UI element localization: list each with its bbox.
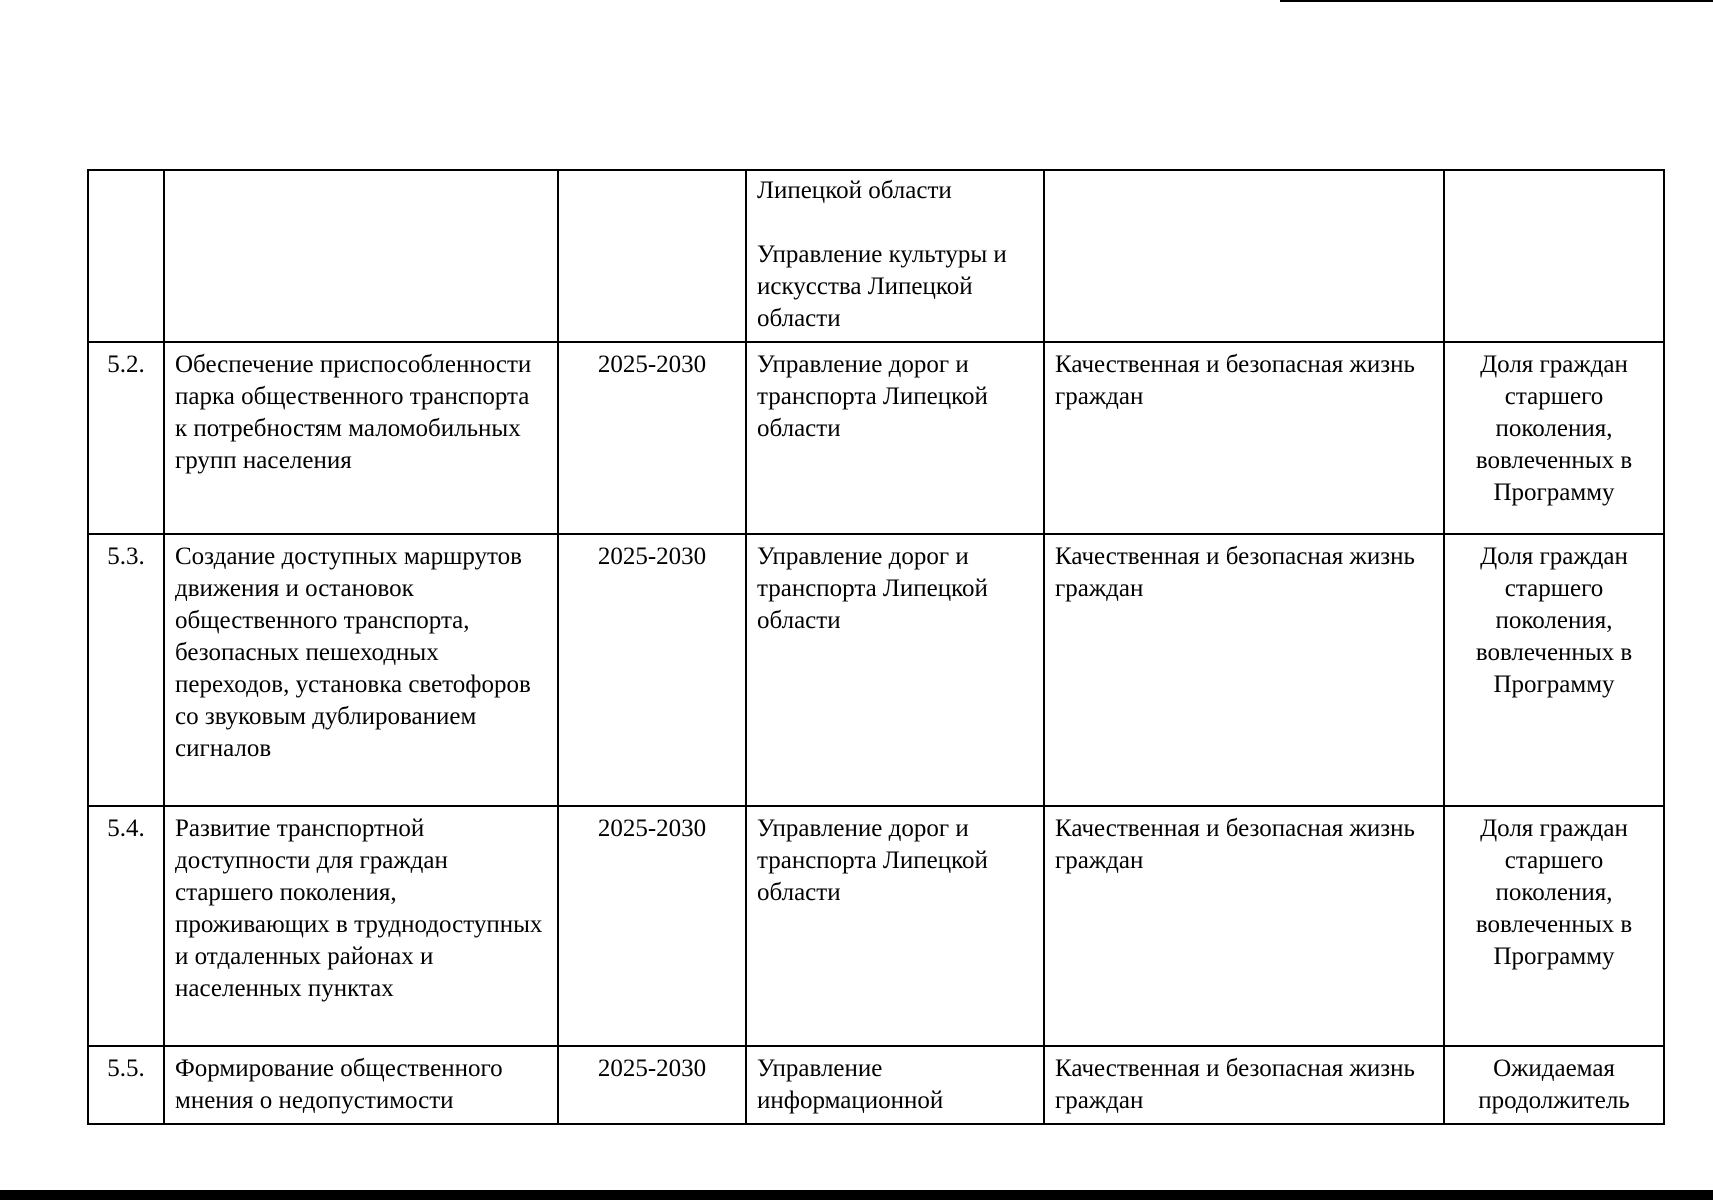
cell-project: Качественная и безопасная жизнь граждан [1044, 806, 1444, 1046]
cell-num: 5.2. [88, 342, 164, 534]
cell-project: Качественная и безопасная жизнь граждан [1044, 534, 1444, 806]
cell-project: Качественная и безопасная жизнь граждан [1044, 342, 1444, 534]
table-row [88, 534, 1664, 806]
cell-indicator [1444, 170, 1664, 342]
cell-measure: Формирование общественного мнения о недопустимости [164, 1046, 558, 1124]
cell-period: 2025-2030 [558, 534, 746, 806]
scan-edge-top [1280, 0, 1713, 2]
cell-period: 2025-2030 [558, 342, 746, 534]
cell-indicator: Доля граждан старшего поколения, вовлеченных в Программу [1444, 534, 1664, 806]
cell-responsible: Липецкой области Управление культуры и искусства Липецкой области [746, 170, 1044, 342]
table-row [88, 342, 1664, 534]
cell-measure: Развитие транспортной доступности для граждан старшего поколения, проживающих в труднодоступных и отдаленных районах и населенных пунктах [164, 806, 558, 1046]
cell-period: 2025-2030 [558, 1046, 746, 1124]
program-measures-table [87, 169, 1665, 1125]
table-row [88, 806, 1664, 1046]
cell-measure: Обеспечение приспособленности парка общественного транспорта к потребностям маломобильных групп населения [164, 342, 558, 534]
cell-measure: Создание доступных маршрутов движения и остановок общественного транспорта, безопасных пешеходных переходов, установка светофоров со звуковым дублированием сигналов [164, 534, 558, 806]
cell-responsible: Управление дорог и транспорта Липецкой области [746, 342, 1044, 534]
cell-responsible: Управление информационной [746, 1046, 1044, 1124]
cell-responsible: Управление дорог и транспорта Липецкой области [746, 534, 1044, 806]
cell-measure [164, 170, 558, 342]
table-row-continuation [88, 170, 1664, 342]
table-row [88, 1046, 1664, 1124]
cell-indicator: Доля граждан старшего поколения, вовлеченных в Программу [1444, 342, 1664, 534]
cell-num: 5.5. [88, 1046, 164, 1124]
cell-num [88, 170, 164, 342]
cell-indicator: Доля граждан старшего поколения, вовлеченных в Программу [1444, 806, 1664, 1046]
cell-responsible: Управление дорог и транспорта Липецкой области [746, 806, 1044, 1046]
cell-num: 5.3. [88, 534, 164, 806]
cell-indicator: Ожидаемая продолжитель [1444, 1046, 1664, 1124]
cell-project: Качественная и безопасная жизнь граждан [1044, 1046, 1444, 1124]
cell-num: 5.4. [88, 806, 164, 1046]
scan-edge-bottom [0, 1190, 1713, 1200]
cell-project [1044, 170, 1444, 342]
cell-period: 2025-2030 [558, 806, 746, 1046]
cell-period [558, 170, 746, 342]
